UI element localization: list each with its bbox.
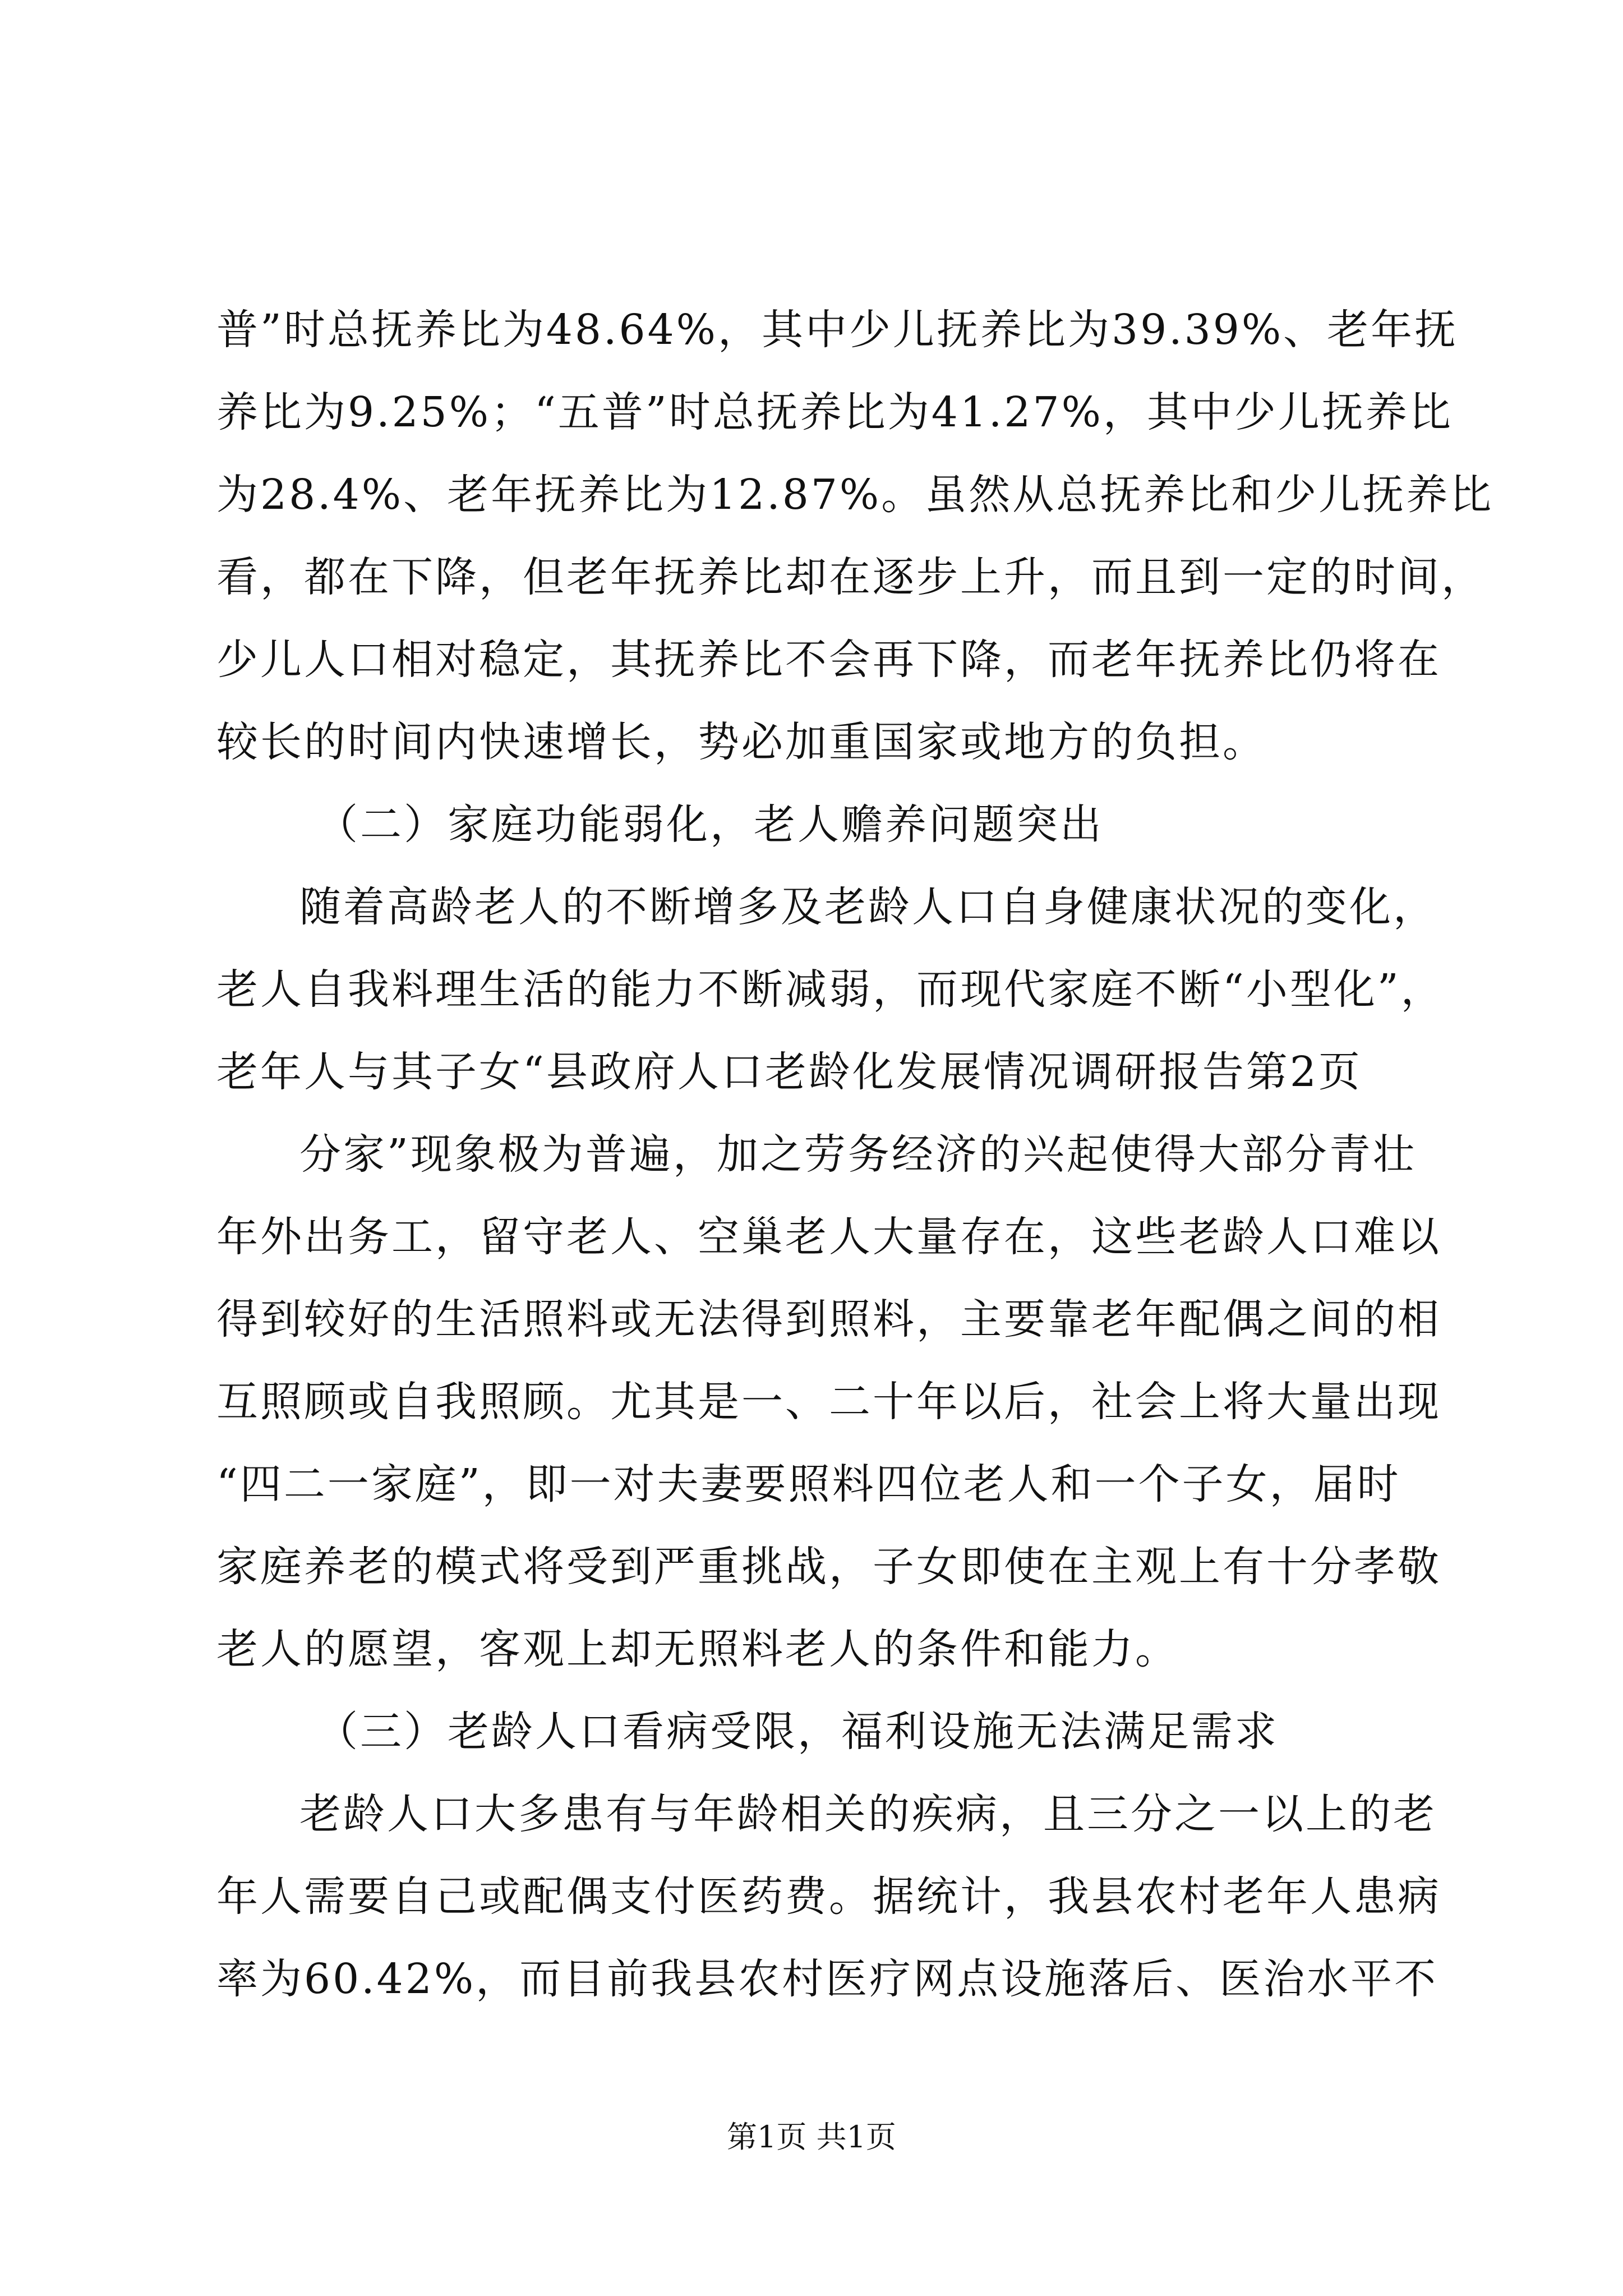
text-line-19: 老龄人口大多患有与年龄相关的疾病，且三分之一以上的老 [299,1790,1437,1838]
text-line-9: 老人自我料理生活的能力不断减弱，而现代家庭不断“小型化”， [216,965,1445,1014]
section-heading-3: （三）老龄人口看病受限，福利设施无法满足需求 [316,1708,1279,1756]
text-line-3: 为28.4%、老年抚养比为12.87%。虽然从总抚养比和少儿抚养比 [216,471,1494,519]
text-line-17: 老人的愿望，客观上却无照料老人的条件和能力。 [216,1625,1179,1673]
text-line-15: “四二一家庭”，即一对夫妻要照料四位老人和一个子女，届时 [216,1460,1401,1508]
text-line-14: 互照顾或自我照顾。尤其是一、二十年以后，社会上将大量出现 [216,1378,1441,1426]
section-heading-2: （二）家庭功能弱化，老人赡养问题突出 [316,800,1104,849]
text-line-13: 得到较好的生活照料或无法得到照料，主要靠老年配偶之间的相 [216,1295,1441,1343]
text-line-5: 少儿人口相对稳定，其抚养比不会再下降，而老年抚养比仍将在 [216,636,1441,684]
page-footer: 第1页 共1页 [727,2119,896,2155]
text-line-1: 普”时总抚养比为48.64%，其中少儿抚养比为39.39%、老年抚 [216,306,1459,354]
text-line-6: 较长的时间内快速增长，势必加重国家或地方的负担。 [216,718,1266,766]
text-line-16: 家庭养老的模式将受到严重挑战，子女即使在主观上有十分孝敬 [216,1543,1441,1591]
body-text [216,289,1494,2021]
text-line-4: 看，都在下降，但老年抚养比却在逐步上升，而且到一定的时间， [216,553,1485,601]
text-line-12: 年外出务工，留守老人、空巢老人大量存在，这些老龄人口难以 [216,1213,1441,1261]
text-line-21: 率为60.42%，而目前我县农村医疗网点设施落后、医治水平不 [216,1955,1438,2003]
text-line-10: 老年人与其子女“县政府人口老龄化发展情况调研报告第2页 [216,1048,1362,1096]
text-line-2: 养比为9.25%；“五普”时总抚养比为41.27%，其中少儿抚养比 [216,388,1453,436]
text-line-8: 随着高龄老人的不断增多及老龄人口自身健康状况的变化， [299,883,1437,931]
text-line-11: 分家”现象极为普遍，加之劳务经济的兴起使得大部分青壮 [299,1130,1417,1179]
text-line-20: 年人需要自己或配偶支付医药费。据统计，我县农村老年人患病 [216,1872,1441,1921]
